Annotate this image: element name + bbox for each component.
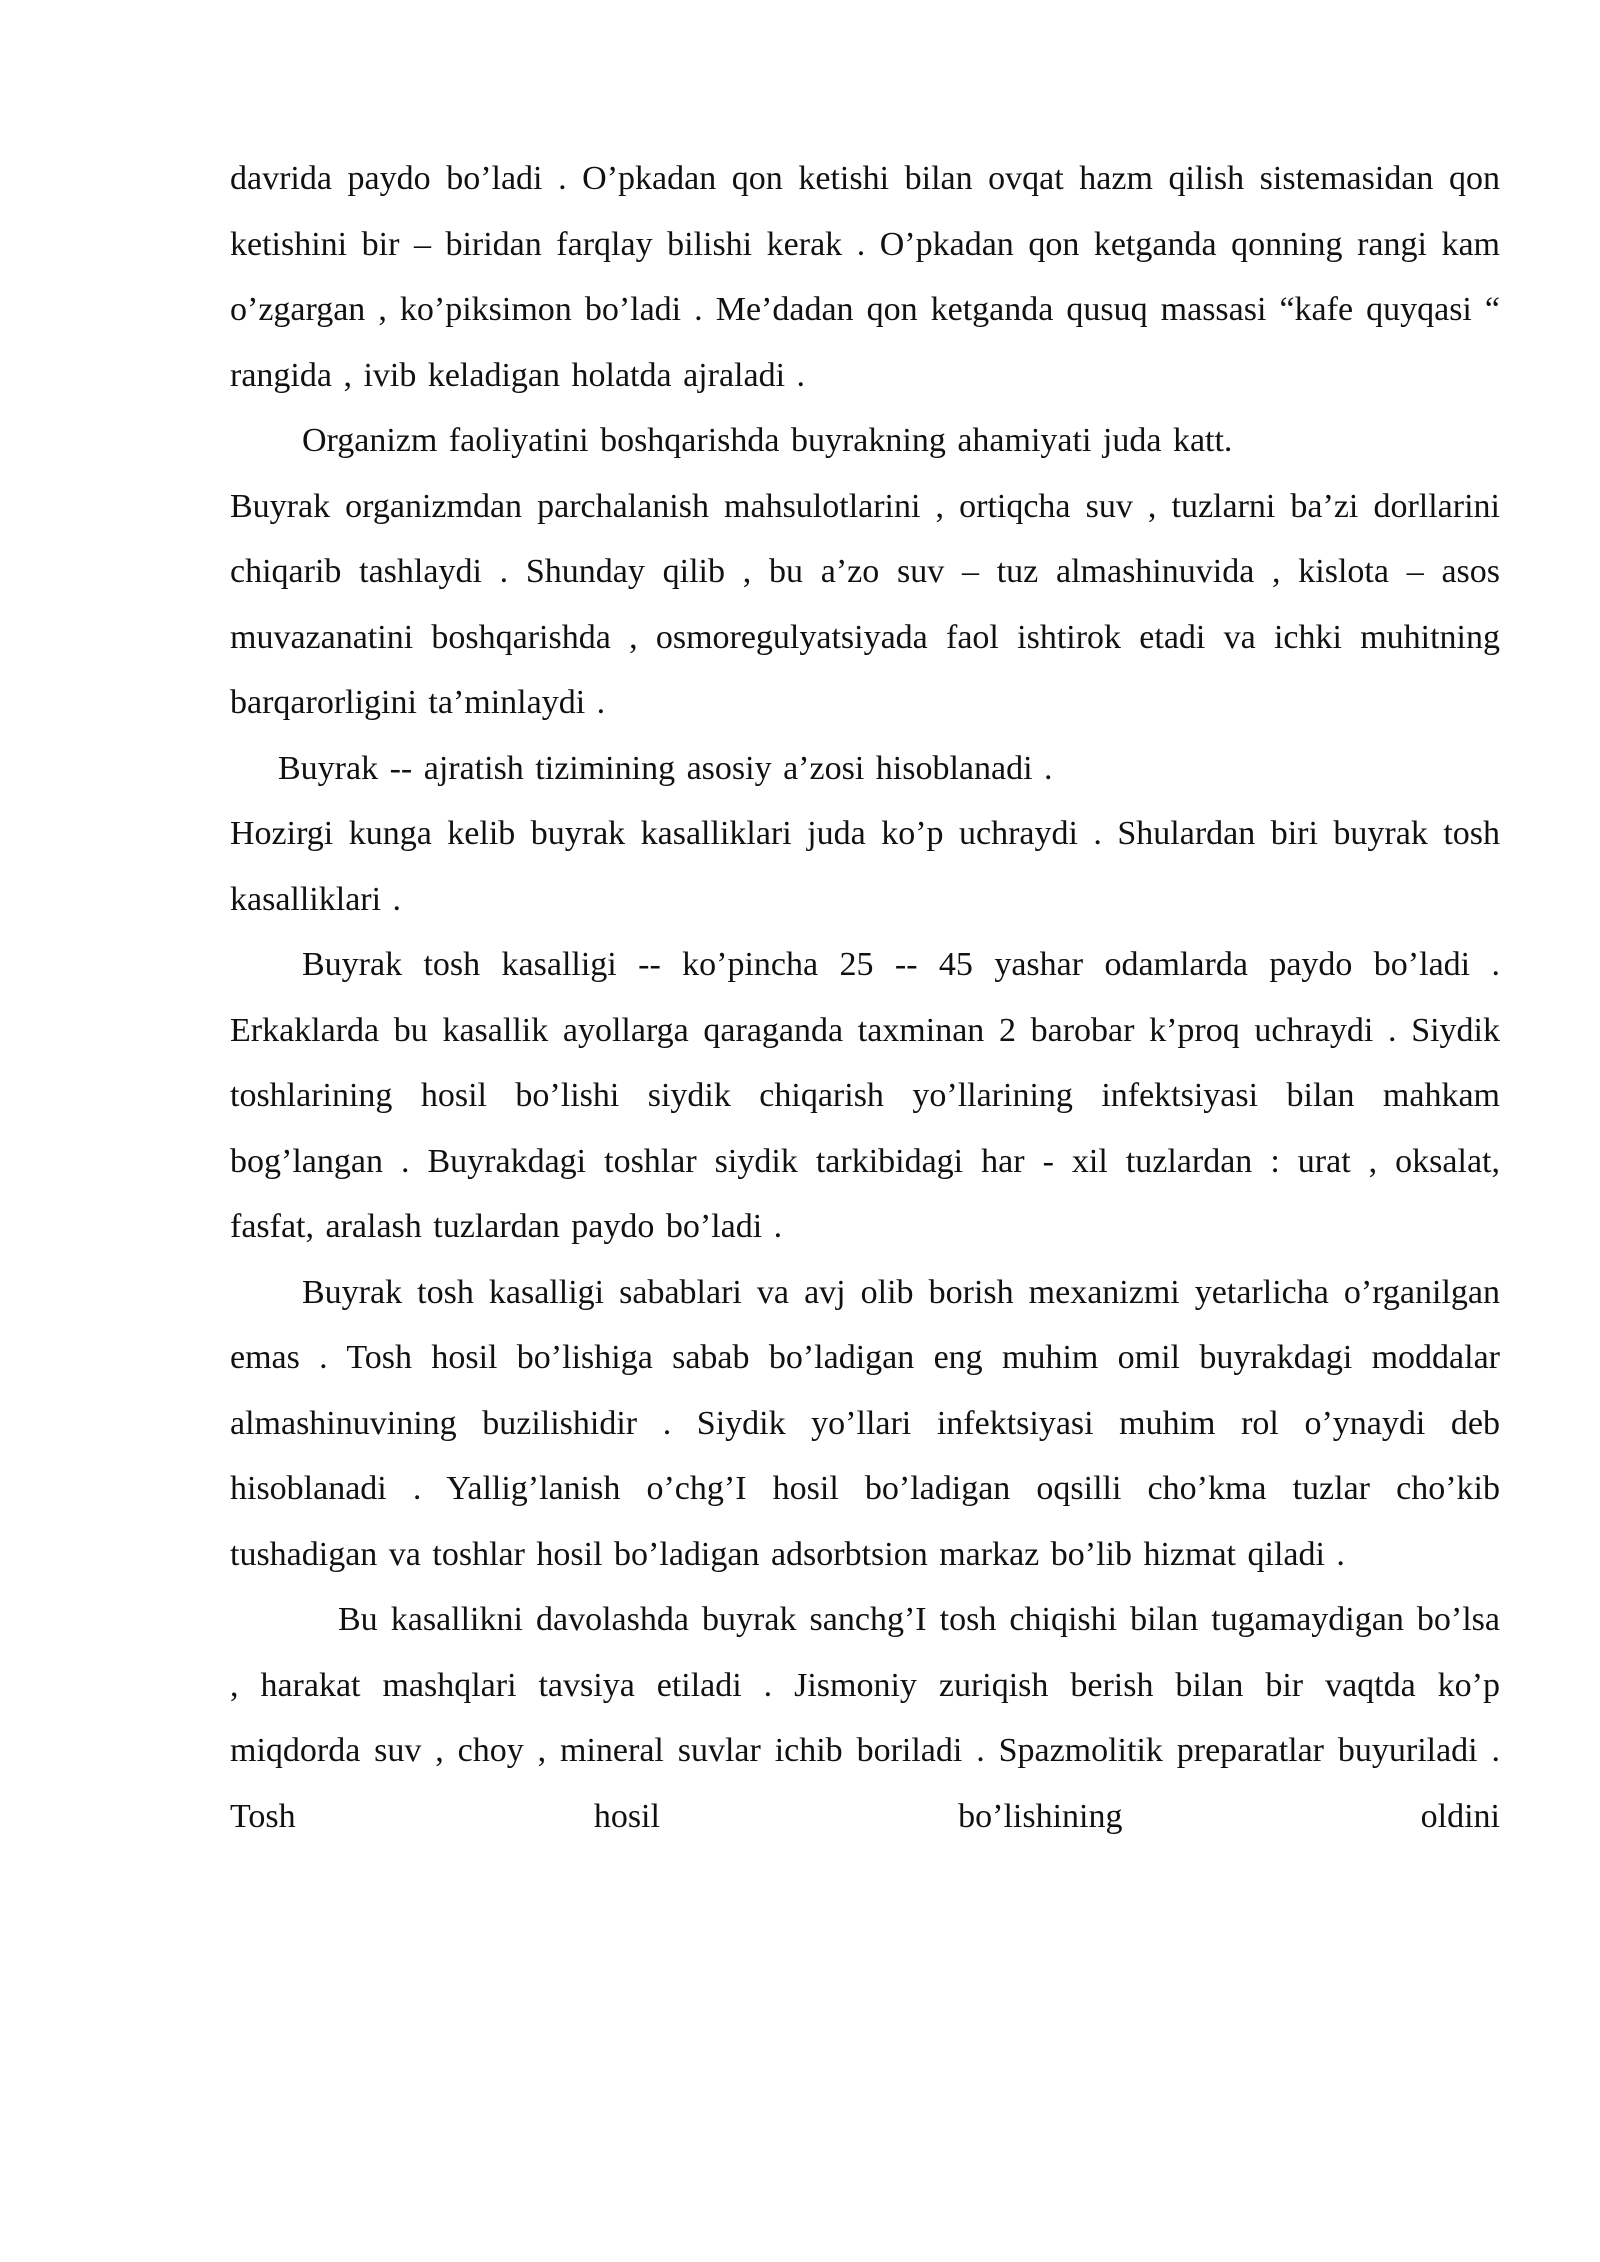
paragraph-8: Bu kasallikni davolashda buyrak sanchg’I tosh chiqishi bilan tugamaydigan bo’lsa , harakat mashqlari tavsiya etiladi . Jismoniy zuriqish berish bilan bir vaqtda ko’p miqdorda suv , choy , mineral suvlar ichib boriladi . Spazmolitik preparatlar buyuriladi . Tosh hosil bo’lishining oldini	[230, 1601, 1500, 1835]
paragraph-3: Buyrak organizmdan parchalanish mahsulotlarini , ortiqcha suv , tuzlarni ba’zi dorllarini chiqarib tashlaydi . Shunday qilib , bu a’zo suv – tuz almashinuvida , kislota – asos muvazanatini boshqarishda , osmoregulyatsiyada faol ishtirok etadi va ichki muhitning barqarorligini ta’minlaydi .	[230, 487, 1500, 721]
paragraph-5: Hozirgi kunga kelib buyrak kasalliklari juda ko’p uchraydi . Shulardan biri buyrak tosh kasalliklari .	[230, 815, 1500, 918]
document-page	[230, 146, 1500, 1849]
paragraph-1: davrida paydo bo’ladi . O’pkadan qon ketishi bilan ovqat hazm qilish sistemasidan qon ketishini bir – biridan farqlay bilishi kerak . O’pkadan qon ketganda qonning rangi kam o’zgargan , ko’piksimon bo’ladi . Me’dadan qon ketganda qusuq massasi “kafe quyqasi “ rangida , ivib keladigan holatda ajraladi .	[230, 160, 1500, 394]
paragraph-2: Organizm faoliyatini boshqarishda buyrakning ahamiyati juda katt.	[302, 422, 1233, 459]
paragraph-7: Buyrak tosh kasalligi sabablari va avj olib borish mexanizmi yetarlicha o’rganilgan emas . Tosh hosil bo’lishiga sabab bo’ladigan eng muhim omil buyrakdagi moddalar almashinuvining buzilishidir . Siydik yo’llari infektsiyasi muhim rol o’ynaydi deb hisoblanadi . Yallig’lanish o’chg’I hosil bo’ladigan oqsilli cho’kma tuzlar cho’kib tushadigan va toshlar hosil bo’ladigan adsorbtsion markaz bo’lib hizmat qiladi .	[230, 1273, 1500, 1573]
paragraph-6: Buyrak tosh kasalligi -- ko’pincha 25 -- 45 yashar odamlarda paydo bo’ladi . Erkaklarda bu kasallik ayollarga qaraganda taxminan 2 barobar k’proq uchraydi . Siydik toshlarining hosil bo’lishi siydik chiqarish yo’llarining infektsiyasi bilan mahkam bog’langan . Buyrakdagi toshlar siydik tarkibidagi har - xil tuzlardan : urat , oksalat, fasfat, aralash tuzlardan paydo bo’ladi .	[230, 946, 1500, 1245]
paragraph-4: Buyrak -- ajratish tizimining asosiy a’zosi hisoblanadi .	[278, 749, 1053, 787]
